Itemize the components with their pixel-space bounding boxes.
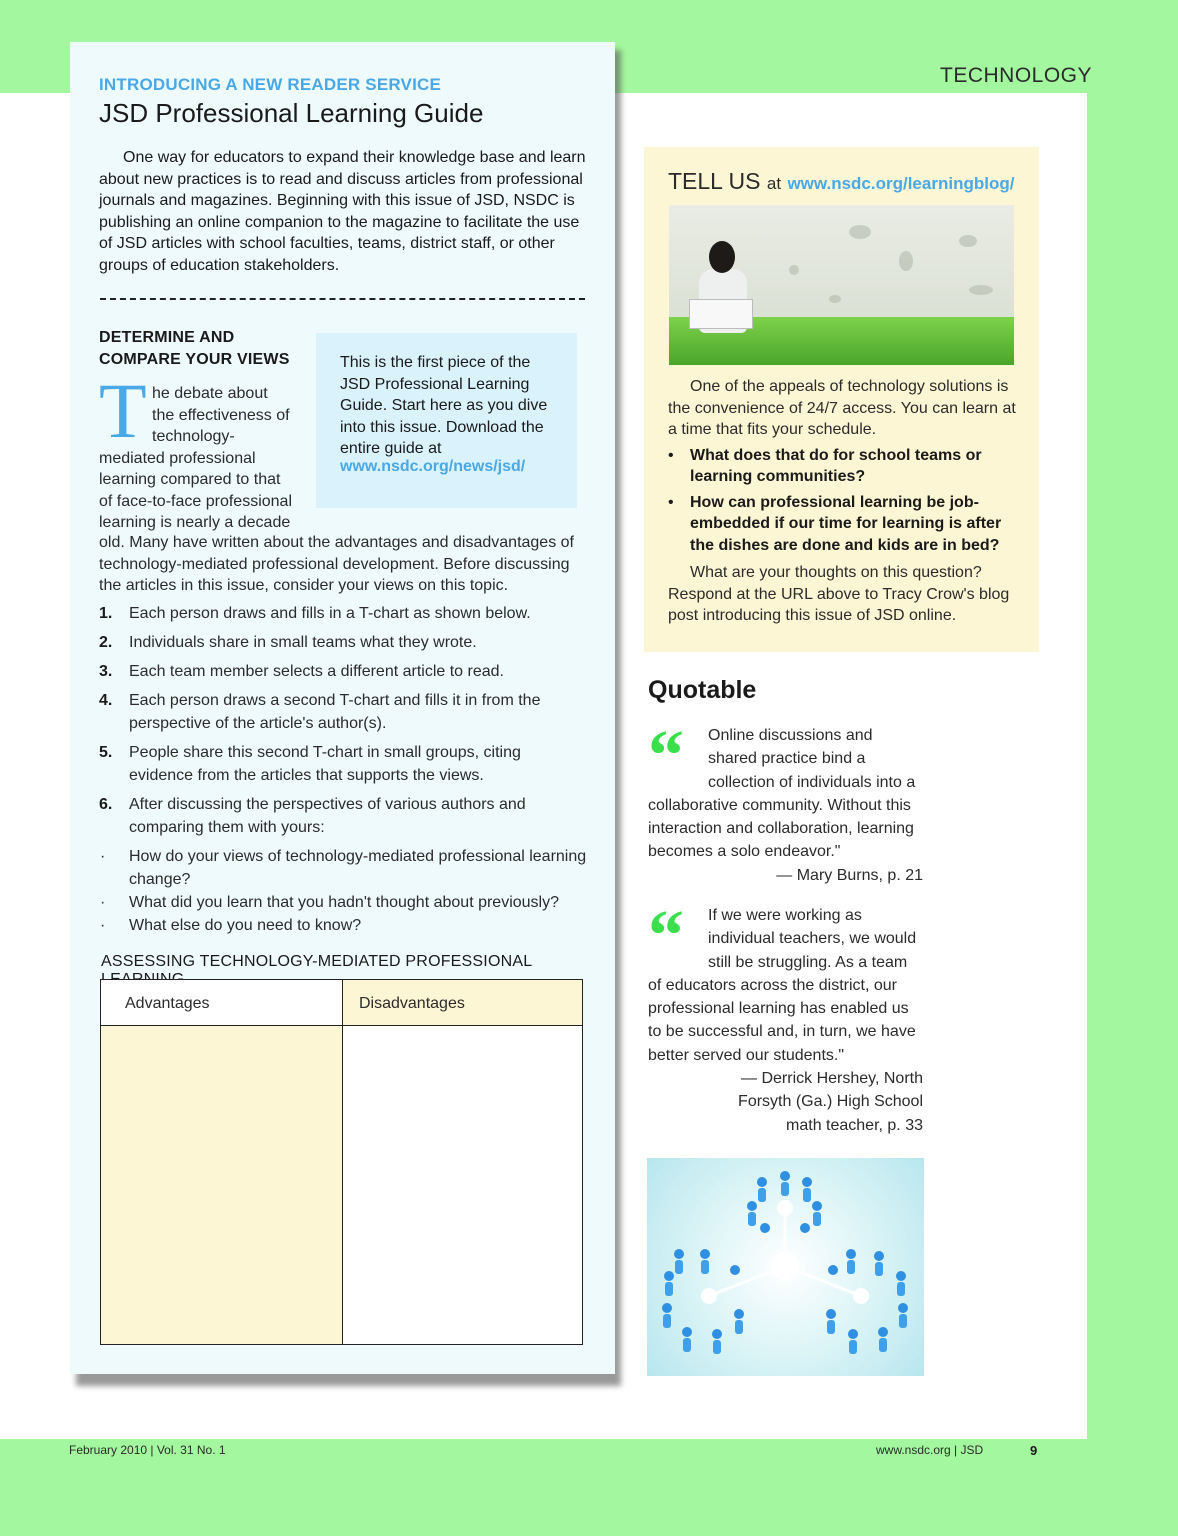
quote-1 — [648, 715, 923, 887]
lead-line: technology- — [152, 428, 235, 445]
lead-paragraph-start — [99, 383, 299, 534]
guide-callout — [316, 333, 577, 508]
steps-list — [99, 602, 589, 937]
lead-line: mediated professional — [99, 449, 256, 467]
bullet-item: · What else do you need to know? — [99, 914, 589, 937]
tell-us-box — [644, 147, 1039, 652]
lead-line: of face-to-face professional — [99, 492, 292, 510]
quote-mark-icon: “ — [648, 895, 684, 975]
bullet-icon: • — [668, 493, 674, 511]
list-item: 5. People share this second T-chart in small groups, citing evidence from the articles that supports the views. — [99, 744, 521, 784]
quote-attribution: — Mary Burns, p. 21 — [776, 866, 923, 884]
lead-line: he debate about — [152, 385, 268, 402]
list-item: 4. Each person draws a second T-chart and fills it in from the perspective of the article's author(s). — [99, 692, 541, 732]
bullet-icon: • — [668, 446, 674, 464]
tell-us-label: TELL US — [668, 168, 761, 194]
guide-kicker: INTRODUCING A NEW READER SERVICE — [99, 75, 442, 94]
tchart-divider-vertical — [342, 980, 343, 1344]
quote-mark-icon: “ — [648, 715, 684, 795]
people-network-image — [647, 1158, 924, 1376]
tchart-title: ASSESSING TECHNOLOGY-MEDIATED PROFESSIONAL — [101, 953, 532, 970]
bullet-item: · How do your views of technology-mediated professional learning change? — [99, 845, 589, 891]
tchart-advantages-column — [101, 1025, 342, 1344]
lead-line: learning is nearly a decade — [99, 514, 291, 531]
learning-guide-panel — [70, 42, 615, 1374]
t-chart — [100, 979, 583, 1345]
callout-link[interactable]: www.nsdc.org/news/jsd/ — [340, 458, 526, 475]
bullet-item: · What did you learn that you hadn't thought about previously? — [99, 891, 589, 914]
section-heading: DETERMINE AND COMPARE YOUR VIEWS — [99, 329, 290, 368]
page-number: 9 — [1030, 1443, 1038, 1458]
quote-text: Online discussions and shared practice bind a collection of individuals into a collaborative community. Without this interaction and collaboration, learning becomes a solo endeavor." — [648, 727, 916, 861]
bullet-icon: · — [100, 848, 106, 865]
tell-us-body — [668, 376, 1020, 627]
list-item: 3. Each team member selects a different article to read. — [99, 663, 504, 680]
quote-text: If we were working as individual teachers, we would still be struggling. As a team of educators across the district, our professional learning has enabled us to be successful and, in turn, we have better served our students." — [648, 907, 917, 1064]
lead-paragraph-end: old. Many have written about the advantages and disadvantages of technology-mediated professional development. Before discussing the articles in this issue, consider your views on this topic. — [99, 534, 574, 594]
footer-site: www.nsdc.org | JSD — [876, 1443, 984, 1457]
footer-issue: February 2010 | Vol. 31 No. 1 — [69, 1443, 226, 1457]
list-item: 1. Each person draws and fills in a T-chart as shown below. — [99, 605, 531, 622]
guide-intro: One way for educators to expand their knowledge base and learn about new practices is to read and discuss articles from professional journals and magazines. Beginning with this issue of JSD, NSDC is publishing an online companion to the magazine to facilitate the use of JSD articles with school faculties, teams, district staff, or other groups of education stakeholders. — [99, 149, 586, 274]
list-item: 2. Individuals share in small teams what they wrote. — [99, 634, 477, 651]
lead-line: the effectiveness of — [152, 406, 290, 424]
guide-title: JSD Professional Learning Guide — [99, 98, 484, 128]
tchart-advantages-label: Advantages — [125, 995, 210, 1012]
tell-us-heading — [668, 168, 1014, 195]
tchart-disadvantages-label: Disadvantages — [359, 995, 465, 1012]
dashed-divider — [100, 298, 585, 300]
tell-us-at: at — [766, 174, 782, 193]
quote-attribution: — Derrick Hershey, North Forsyth (Ga.) High School math teacher, p. 33 — [738, 1070, 923, 1134]
lead-line: learning compared to that — [99, 471, 281, 488]
woman-laptop-photo — [669, 205, 1014, 365]
bullet-icon: · — [100, 917, 106, 934]
callout-text: This is the first piece of the JSD Professional Learning Guide. Start here as you dive into this issue. Download the entire guide at — [340, 354, 548, 457]
tell-us-closing: What are your thoughts on this question? Respond at the URL above to Tracy Crow's blog post introducing this issue of JSD online. — [668, 564, 1010, 624]
quote-2 — [648, 895, 923, 1137]
blog-link[interactable]: www.nsdc.org/learningblog/ — [787, 174, 1015, 193]
bullet-icon: · — [100, 894, 106, 911]
tell-us-intro: One of the appeals of technology solutions is the convenience of 24/7 access. You can learn at a time that fits your schedule. — [668, 378, 1016, 438]
list-item: 6. After discussing the perspectives of various authors and comparing them with yours: — [99, 796, 526, 836]
quotable-title: Quotable — [648, 676, 757, 704]
question-item: • How can professional learning be job-embedded if our time for learning is after the dishes are done and kids are in bed? — [668, 493, 1002, 554]
section-label: TECHNOLOGY — [940, 64, 1093, 87]
network-illustration — [647, 1158, 924, 1376]
question-item: • What does that do for school teams or learning communities? — [668, 446, 982, 485]
drop-cap: T — [99, 367, 147, 454]
